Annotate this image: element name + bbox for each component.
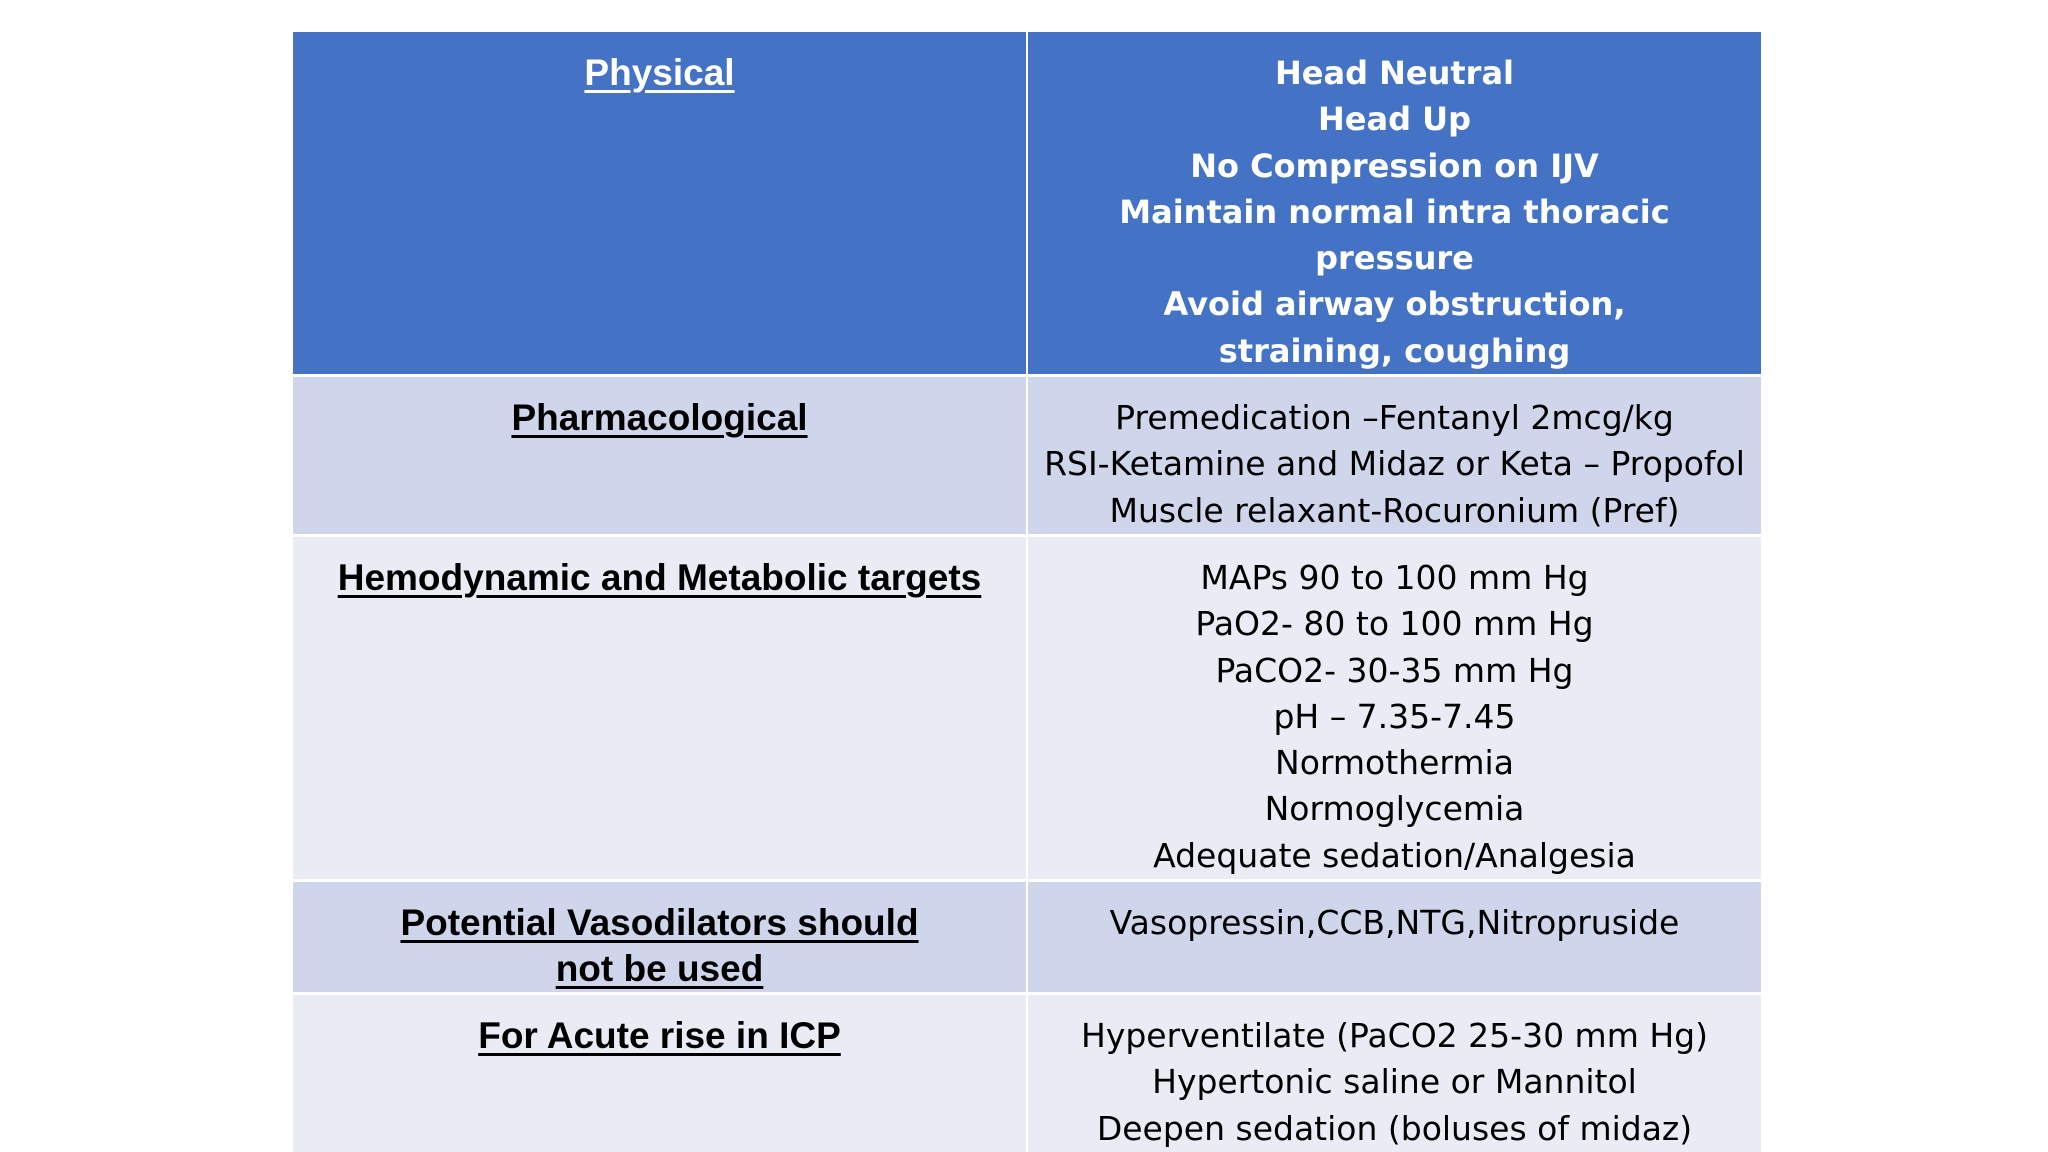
- vasodilators-items: [1028, 882, 1761, 946]
- list-item: Normothermia: [1275, 743, 1514, 783]
- list-item: Hypertonic saline or Mannitol: [1152, 1062, 1637, 1102]
- hemodynamic-items: [1028, 537, 1761, 879]
- list-item: Vasopressin,CCB,NTG,Nitropruside: [1109, 903, 1680, 943]
- table-row-acute-icp: [293, 994, 1761, 1152]
- row-label-cell: [293, 535, 1027, 880]
- management-table: [293, 32, 1761, 1152]
- list-item: Head Neutral: [1274, 54, 1515, 92]
- list-item: Adequate sedation/Analgesia: [1153, 835, 1636, 875]
- list-item: Head Up: [1317, 100, 1471, 139]
- row-items-cell: [1027, 376, 1761, 536]
- list-item: Maintain normal intra thoracic pressure: [1119, 192, 1670, 278]
- list-item: Deepen sedation (boluses of midaz): [1096, 1108, 1693, 1148]
- list-item: PaO2- 80 to 100 mm Hg: [1195, 604, 1594, 644]
- table-row-pharmacological: [293, 376, 1761, 536]
- table-row-hemodynamic: [293, 535, 1761, 880]
- row-label-cell: [293, 881, 1027, 994]
- row-label-cell: [293, 376, 1027, 536]
- list-item: pH – 7.35-7.45: [1273, 696, 1516, 736]
- table-row-vasodilators: [293, 881, 1761, 994]
- list-item: Hyperventilate (PaCO2 25-30 mm Hg): [1081, 1016, 1708, 1056]
- row-label-cell: [293, 994, 1027, 1152]
- row-label-cell: [293, 32, 1027, 376]
- table-row-physical: [293, 32, 1761, 376]
- row-label-acute-icp: For Acute rise in ICP: [478, 1015, 841, 1057]
- list-item: RSI-Ketamine and Midaz or Keta – Propofol: [1044, 444, 1745, 484]
- list-item: PaCO2- 30-35 mm Hg: [1215, 650, 1574, 690]
- list-item: Avoid airway obstruction, straining, coughing: [1163, 285, 1626, 370]
- row-label-vasodilators: Potential Vasodilators should not be used: [400, 902, 919, 990]
- row-label-hemodynamic: Hemodynamic and Metabolic targets: [337, 556, 982, 598]
- acute-icp-items: [1028, 995, 1761, 1152]
- list-item: Muscle relaxant-Rocuronium (Pref): [1109, 490, 1680, 530]
- row-label-pharmacological: Pharmacological: [511, 397, 808, 439]
- list-item: MAPs 90 to 100 mm Hg: [1200, 557, 1589, 597]
- row-items-cell: [1027, 881, 1761, 994]
- physical-items: [1028, 32, 1761, 374]
- list-item: No Compression on IJV: [1190, 146, 1599, 185]
- row-label-physical: Physical: [584, 52, 735, 93]
- row-items-cell: [1027, 535, 1761, 880]
- list-item: Premedication –Fentanyl 2mcg/kg: [1115, 398, 1674, 438]
- pharmacological-items: [1028, 377, 1761, 534]
- row-items-cell: [1027, 994, 1761, 1152]
- row-items-cell: [1027, 32, 1761, 376]
- list-item: Normoglycemia: [1264, 789, 1525, 829]
